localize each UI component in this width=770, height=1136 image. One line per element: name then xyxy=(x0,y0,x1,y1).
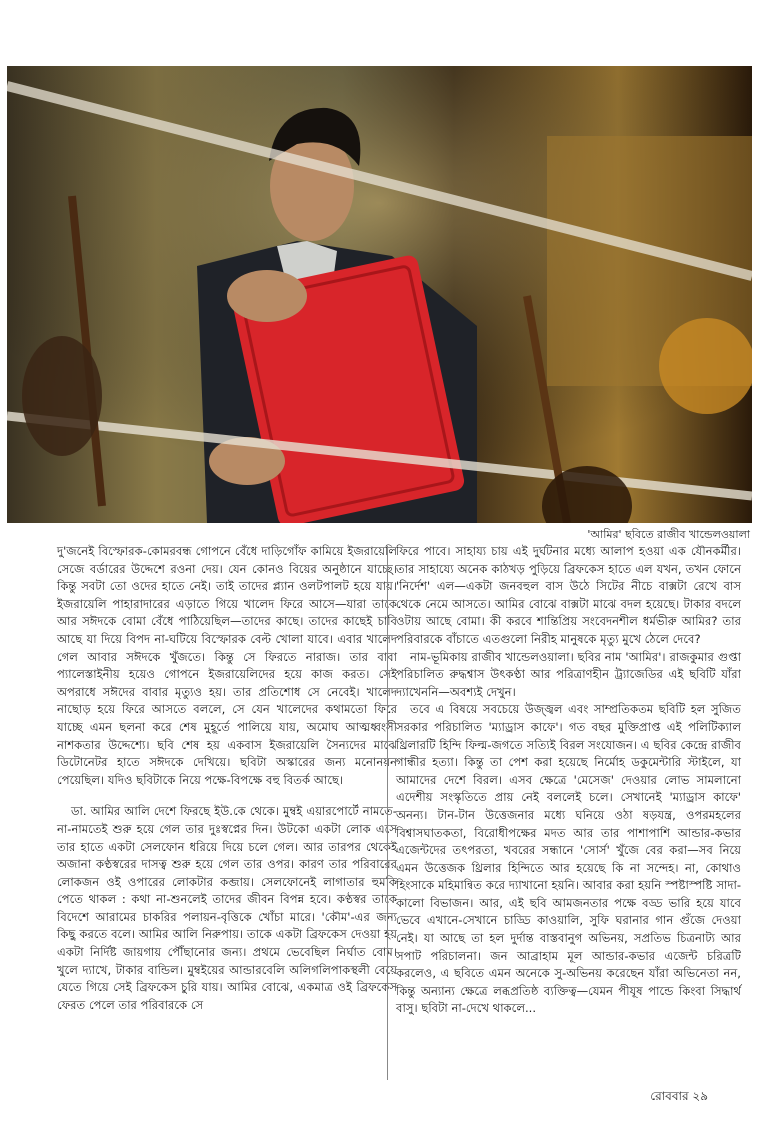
column-divider xyxy=(387,546,388,1080)
paragraph: ডা. আমির আলি দেশে ফিরছে ইউ.কে থেকে। মুম্বই এয়ারপোর্টে নামতে-না-নামতেই শুরু হয়ে গেল তার দুঃস্বপ্নের দিন। উটকো একটা লোক এসে তার হাতে একটা সেলফোন ধরিয়ে দিয়ে চলে গেল। আর তারপর থেকেই অজানা কণ্ঠস্বরের দাসত্ব শুরু হয়ে গেল তার ওপর। কারণ তার পরিবারের লোকজন ওই ওপারের লোকটার কব্জায়। সেলফোনেই লাগাতার হুমকি পেতে থাকল : কথা না-শুনলেই তাদের জীবন বিপন্ন হবে। কণ্ঠস্বর তাকে বিদেশে আরামের চাকরির পলায়ন-বৃত্তিকে খোঁচা মারে। 'কৌম'-এর জন্য কিছু করতে বলে। আমির আলি নিরুপায়। তাকে একটা ব্রিফকেস দেওয়া হয় একটা নির্দিষ্ট জায়গায় পৌঁছানোর জন্য। প্রথমে ভেবেছিল নির্ঘাত বোম। খুলে দ্যাখে, টাকার বান্ডিল। মুম্বইয়ের আন্ডারবেলি অলিগলিপাকস্থলী বেয়ে যেতে গিয়ে সেই ব্রিফকেস চুরি যায়। আমির বোঝে, একমাত্র ওই ব্রিফকেস ফেরত পেলে তার পরিবারকে সে xyxy=(57,804,397,1012)
foreground-fist-left xyxy=(22,336,102,456)
article-column-left xyxy=(57,543,397,1014)
film-still-illustration xyxy=(7,66,752,523)
photo-caption: 'আমির' ছবিতে রাজীব খান্ডেলওয়ালা xyxy=(587,528,750,541)
paragraph: তবে এ বিষয়ে সবচেয়ে উজ্জ্বল এবং সাম্প্রতিকতম ছবিটি হল সুজিত সরকার পরিচালিত 'ম্যাড্রাস কাফে'। গত বছর মুক্তিপ্রাপ্ত এই পলিটিক্যাল থ্রিলারটি হিন্দি ফিল্ম-জগতে সত্যিই বিরল সংযোজন। এ ছবির কেন্দ্রে রাজীব গান্ধীর হত্যা। কিন্তু তা পেশ করা হয়েছে নির্মোহ ডকুমেন্টারি স্টাইলে, যা আমাদের দেশে বিরল। এসব ক্ষেত্রে 'মেসেজ' দেওয়ার লোভ সামলানো এদেশীয় সংস্কৃতিতে প্রায় নেই বললেই চলে। সেখানেই 'ম্যাড্রাস কাফে' অনন্য। টান-টান উত্তেজনার মধ্যে ঘনিয়ে ওঠা ষড়যন্ত্র, ওপরমহলের বিশ্বাসঘাতকতা, বিরোধীপক্ষের মদত আর তার পাশাপাশি আন্ডার-কভার এজেন্টদের তৎপরতা, খবরের সন্ধানে 'সোর্স' খুঁজে বের করা—সব নিয়ে এমন উত্তেজক থ্রিলার হিন্দিতে আর হয়েছে কি না সন্দেহ। না, কোথাও হিংসাকে মহিমান্বিত করে দ্যাখানো হয়নি। আবার করা হয়নি স্পষ্টাস্পষ্টি সাদা-কালো বিভাজন। আর, এই ছবি আমজনতার পক্ষে বড্ড ভারি হয়ে যাবে ভেবে এখানে-সেখানে চাড্ডি কাওয়ালি, সুফি ঘরানার গান গুঁজে দেওয়া নেই। যা আছে তা হল দুর্দান্ত বাস্তবানুগ অভিনয়, সপ্রতিভ চিত্রনাট্য আর সপাট পরিচালনা। জন আব্রাহাম মূল আন্ডার-কভার এজেন্ট চরিত্রটি করলেও, এ ছবিতে এমন অনেকে সু-অভিনয় করেছেন যাঁরা অভিনেতা নন, কিন্তু অন্যান্য ক্ষেত্রে লব্ধপ্রতিষ্ঠ ব্যক্তিত্ব—যেমন পীযূষ পান্ডে কিংবা সিদ্ধার্থ বাসু। ছবিটা না-দেখে থাকলে... xyxy=(396,702,741,1016)
paragraph: নাম-ভূমিকায় রাজীব খান্ডেলওয়ালা। ছবির নাম 'আমির'। রাজকুমার গুপ্তা পরিচালিত রুদ্ধশ্বাস উৎকণ্ঠা আর পরিত্রাণহীন ট্র্যাজেডির এই ছবিটি যাঁরা দ্যাখেননি—অবশ্যই দেখুন। xyxy=(396,649,741,699)
paragraph: ফিরে পাবে। সাহায্য চায় এই দুর্ঘটনার মধ্যে আলাপ হওয়া এক যৌনকর্মীর। তার সাহায্যে অনেক কাঠখড় পুড়িয়ে ব্রিফকেস হাতে এল যখন, তখন ফোনে 'নির্দেশ' এল—একটা জনবহুল বাস উঠে সিটের নীচে বাক্সটা রেখে বাস থেকে নেমে আসতে। আমির বোঝে বাক্সটা মাঝে বদল হয়েছে। টাকার বদলে ওটায় আছে বোমা। কী করবে শান্তিপ্রিয় সংবেদনশীল ধর্মভীরু আমির? তার পরিবারকে বাঁচাতে এতগুলো নিরীহ মানুষকে মৃত্যু মুখে ঠেলে দেবে? xyxy=(396,544,741,646)
article-column-right xyxy=(396,543,741,1018)
man-hand-upper xyxy=(227,270,307,322)
film-still-photo xyxy=(7,66,752,523)
paragraph: দু'জনেই বিস্ফোরক-কোমরবন্ধ গোপনে বেঁধে দাড়িগোঁফ কামিয়ে ইজরায়েলি সেজে বর্ডারের উদ্দেশে রওনা দেয়। যেন কোনও বিয়ের অনুষ্ঠানে যাচ্ছে। কিন্তু সবটা তো ওদের হাতে নেই। তাই তাদের প্ল্যান ওলটপালট হয়ে যায়। ইজরায়েলি পাহারাদারের এড়াতে গিয়ে খালেদ ফিরে আসে—যারা তাকে আর সঈদকে বোমা বেঁধে পাঠিয়েছিল—তাদের কাছে। তাদের কাছেই চাবি আছে যা দিয়ে বিপদ না-ঘটিয়ে বিস্ফোরক বেল্ট খোলা যাবে। এবার খালেদ গেল আবার সঈদকে খুঁজতে। কিন্তু সে ফিরতে নারাজ। তার বাবা প্যালেস্তাইনীয় হয়েও গোপনে ইজরায়েলিদের হয়ে কাজ করত। সেই অপরাধে সঈদের বাবার মৃত্যুও হয়। তার প্রতিশোধ সে নেবেই। খালেদ নাছোড় হয়ে ফিরে আসতে বললে, সে যেন খালেদের কথামতো ফিরে যাচ্ছে এমন ছলনা করে শেষ মুহূর্তে পালিয়ে যায়, অমোঘ আত্মধ্বংসী নাশকতার উদ্দেশ্যে। ছবি শেষ হয় একবাস ইজরায়েলি সৈন্যদের মাঝে ডিটোনেটর হাতে সঈদকে দেখিয়ে। ছবিটা অস্কারের জন্য মনোনয়ন পেয়েছিল। যদিও ছবিটাকে নিয়ে পক্ষে-বিপক্ষে বহু বিতর্ক আছে। xyxy=(57,544,397,787)
background-helmet xyxy=(659,318,752,414)
page-footer: রোববার ২৯ xyxy=(650,1089,708,1103)
